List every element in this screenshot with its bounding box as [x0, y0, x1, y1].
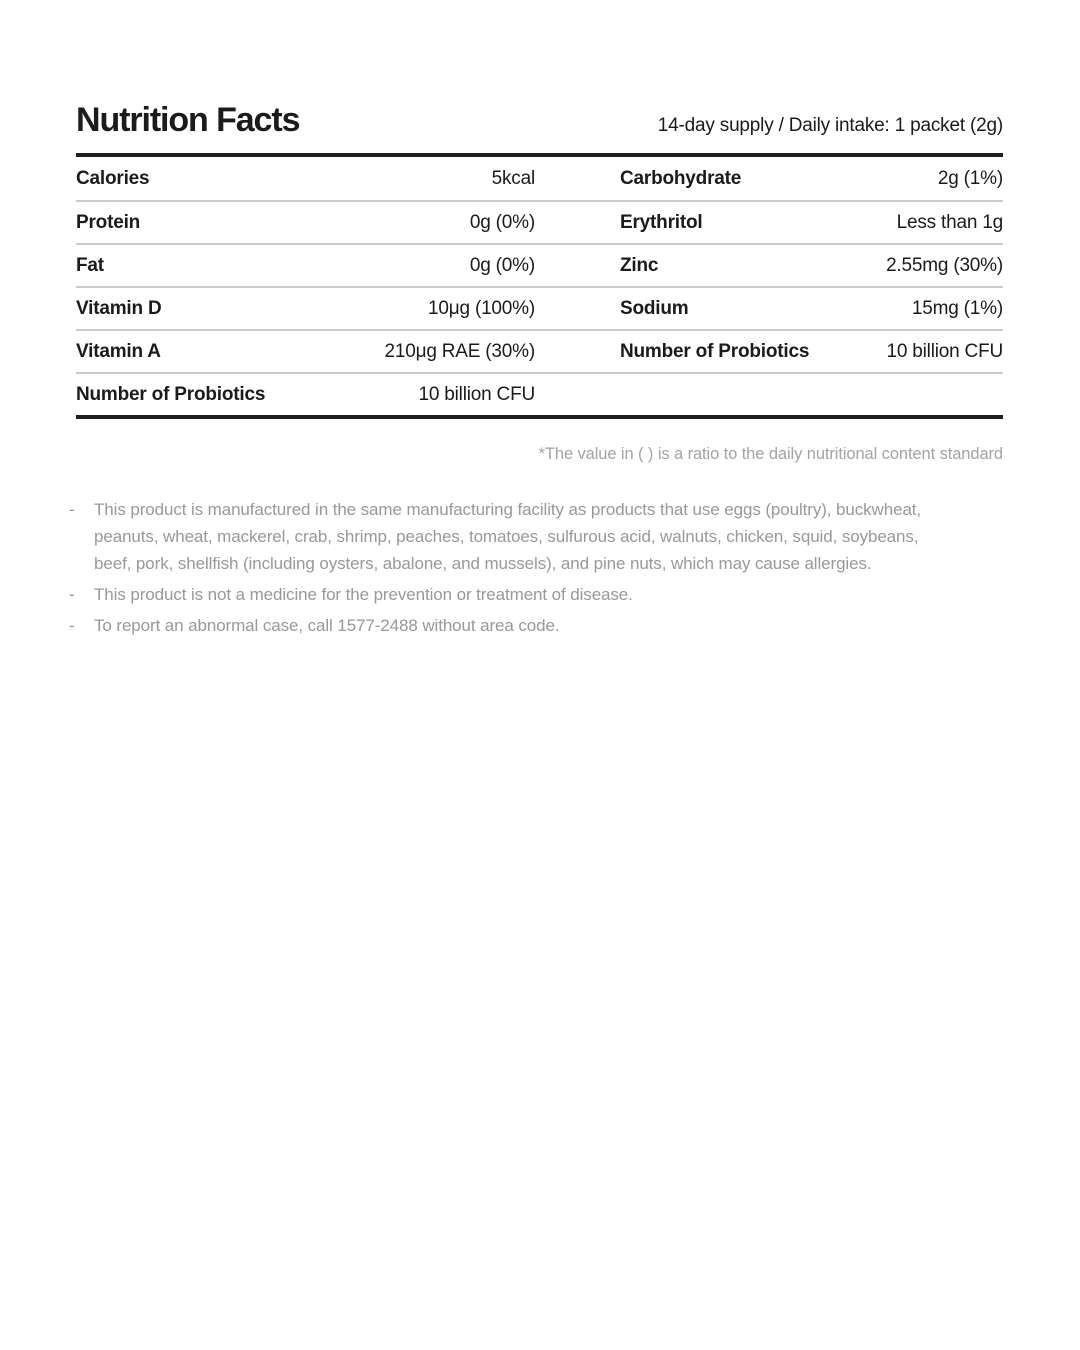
nutrient-cell-zinc [620, 255, 1003, 277]
medicine-disclaimer-note: This product is not a medicine for the prevention or treatment of disease. [94, 585, 633, 604]
nutrient-value: 10 billion CFU [418, 383, 535, 405]
nutrient-label: Erythritol [620, 211, 703, 233]
nutrient-value: 0g (0%) [469, 211, 535, 233]
nutrient-label: Sodium [620, 297, 689, 319]
serving-info: 14-day supply / Daily intake: 1 packet (2g) [657, 115, 1003, 136]
note-dash: - [69, 500, 75, 519]
table-row [76, 286, 1003, 329]
table-row [76, 329, 1003, 372]
page-title: Nutrition Facts [76, 101, 300, 139]
nutrient-value: 5kcal [491, 167, 535, 189]
nutrient-cell-sodium [620, 298, 1003, 320]
nutrient-value: 0g (0%) [469, 254, 535, 276]
nutrient-cell-probiotics-left [76, 384, 535, 406]
nutrient-label: Carbohydrate [620, 167, 742, 189]
notes-list [69, 496, 1003, 639]
nutrient-cell-calories [76, 168, 535, 190]
nutrient-value: 2.55mg (30%) [886, 254, 1003, 276]
nutrient-value: 10 billion CFU [886, 340, 1003, 362]
nutrient-label: Zinc [620, 254, 659, 276]
nutrient-cell-erythritol [620, 212, 1003, 234]
allergy-note: This product is manufactured in the same manufacturing facility as products that use eggs (poultry), buckwheat, peanuts, wheat, mackerel, crab, shrimp, peaches, tomatoes, sulfurous acid, walnuts, chicken, squid, soybeans, beef, pork, shellfish (including oysters, abalone, and mussels), and pine nuts, which may cause allergies. [94, 500, 922, 573]
daily-value-footnote: *The value in ( ) is a ratio to the daily nutritional content standard [538, 445, 1003, 463]
table-row [76, 372, 1003, 415]
table-row [76, 243, 1003, 286]
nutrient-cell-vitamin-a [76, 341, 535, 363]
nutrition-table [76, 153, 1003, 419]
table-row [76, 157, 1003, 200]
report-hotline-note: To report an abnormal case, call 1577-2488 without area code. [94, 616, 560, 635]
nutrient-value: 210μg RAE (30%) [384, 340, 535, 362]
nutrient-label: Number of Probiotics [620, 340, 810, 362]
nutrient-value: 2g (1%) [937, 167, 1003, 189]
nutrient-label: Calories [76, 167, 150, 189]
list-item [69, 581, 1003, 608]
panel-content [0, 0, 1080, 639]
table-row [76, 200, 1003, 243]
nutrient-label: Fat [76, 254, 104, 276]
nutrient-value: 10μg (100%) [428, 297, 535, 319]
nutrient-label: Number of Probiotics [76, 383, 266, 405]
nutrient-value: Less than 1g [896, 211, 1003, 233]
nutrient-cell-protein [76, 212, 535, 234]
panel-header [76, 0, 1003, 140]
nutrient-cell-fat [76, 255, 535, 277]
list-item [69, 612, 1003, 639]
list-item [69, 496, 1003, 577]
nutrient-label: Vitamin A [76, 340, 161, 362]
nutrient-label: Protein [76, 211, 141, 233]
nutrient-cell-carbohydrate [620, 168, 1003, 190]
note-dash: - [69, 616, 75, 635]
nutrient-cell-probiotics-right [620, 341, 1003, 363]
note-dash: - [69, 585, 75, 604]
nutrient-label: Vitamin D [76, 297, 162, 319]
nutrient-value: 15mg (1%) [911, 297, 1003, 319]
nutrient-cell-vitamin-d [76, 298, 535, 320]
